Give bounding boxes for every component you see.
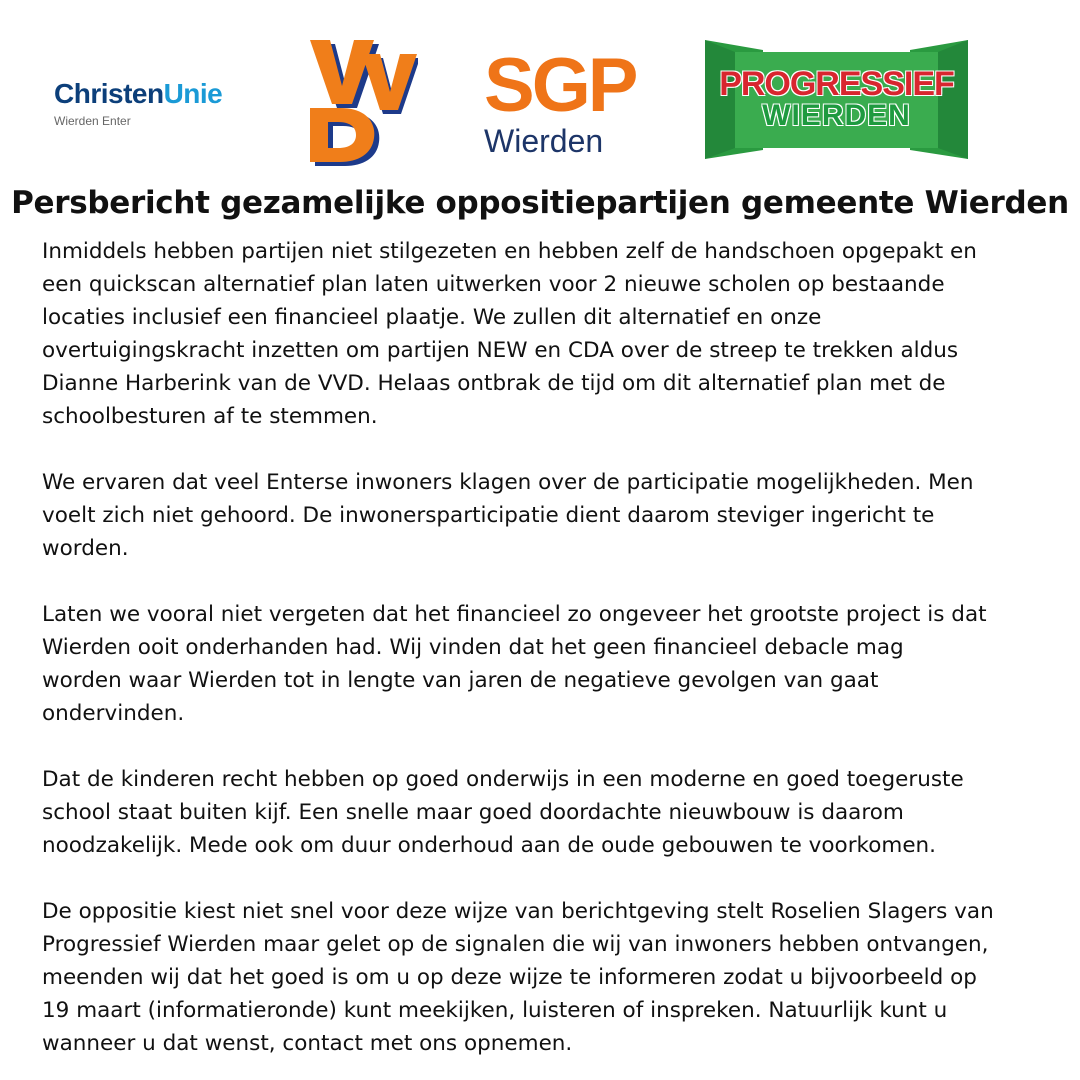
vvd-logo-graphic	[300, 34, 418, 168]
sgp-logo	[484, 43, 636, 159]
progressief-wierden-logo	[705, 38, 968, 161]
progressief-wierden-line1: PROGRESSIEF	[719, 65, 954, 103]
press-release-body	[42, 235, 1042, 1060]
paragraph: Inmiddels hebben partijen niet stilgezeten en hebben zelf de handschoen opgepakt en een quickscan alternatief plan laten uitwerken voor 2 nieuwe scholen op bestaande locaties inclusief een financieel plaatje. We zullen dit alternatief en onze overtuigingskracht inzetten om partijen NEW en CDA over de streep te trekken aldus Dianne Harberink van de VVD. Helaas ontbrak de tijd om dit alternatief plan met de schoolbesturen af te stemmen.	[42, 239, 977, 429]
paragraph: De oppositie kiest niet snel voor deze wijze van berichtgeving stelt Roselien Slagers van Progressief Wierden maar gelet op de signalen die wij van inwoners hebben ontvangen, meenden wij dat het goed is om u op deze wijze te informeren zodat u bijvoorbeeld op 19 maart (informatieronde) kunt meekijken, luisteren of inspreken. Natuurlijk kunt u wanneer u dat wenst, contact met ons opnemen.	[42, 899, 994, 1056]
christenunie-name-part2: Unie	[163, 78, 223, 109]
christenunie-logo	[54, 78, 222, 128]
christenunie-name-part1: Christen	[54, 78, 164, 109]
vvd-logo	[300, 34, 418, 168]
page-title: Persbericht gezamelijke oppositiepartijen gemeente Wierden	[11, 185, 1069, 221]
paragraph: We ervaren dat veel Enterse inwoners klagen over de participatie mogelijkheden. Men voelt zich niet gehoord. De inwonersparticipatie dient daarom steviger ingericht te worden.	[42, 470, 974, 561]
paragraph: Laten we vooral niet vergeten dat het financieel zo ongeveer het grootste project is dat Wierden ooit onderhanden had. Wij vinden dat het geen financieel debacle mag worden waar Wierden tot in lengte van jaren de negatieve gevolgen van gaat ondervinden.	[42, 602, 987, 726]
progressief-wierden-line2: WIERDEN	[762, 99, 911, 132]
paragraph: Dat de kinderen recht hebben op goed onderwijs in een moderne en goed toegeruste school staat buiten kijf. Een snelle maar goed doordachte nieuwbouw is daarom noodzakelijk. Mede ook om duur onderhoud aan de oude gebouwen te voorkomen.	[42, 767, 964, 858]
sgp-subtitle: Wierden	[484, 123, 604, 159]
sgp-name: SGP	[484, 43, 636, 128]
christenunie-subtitle: Wierden Enter	[54, 114, 131, 128]
party-logos	[0, 0, 1080, 175]
